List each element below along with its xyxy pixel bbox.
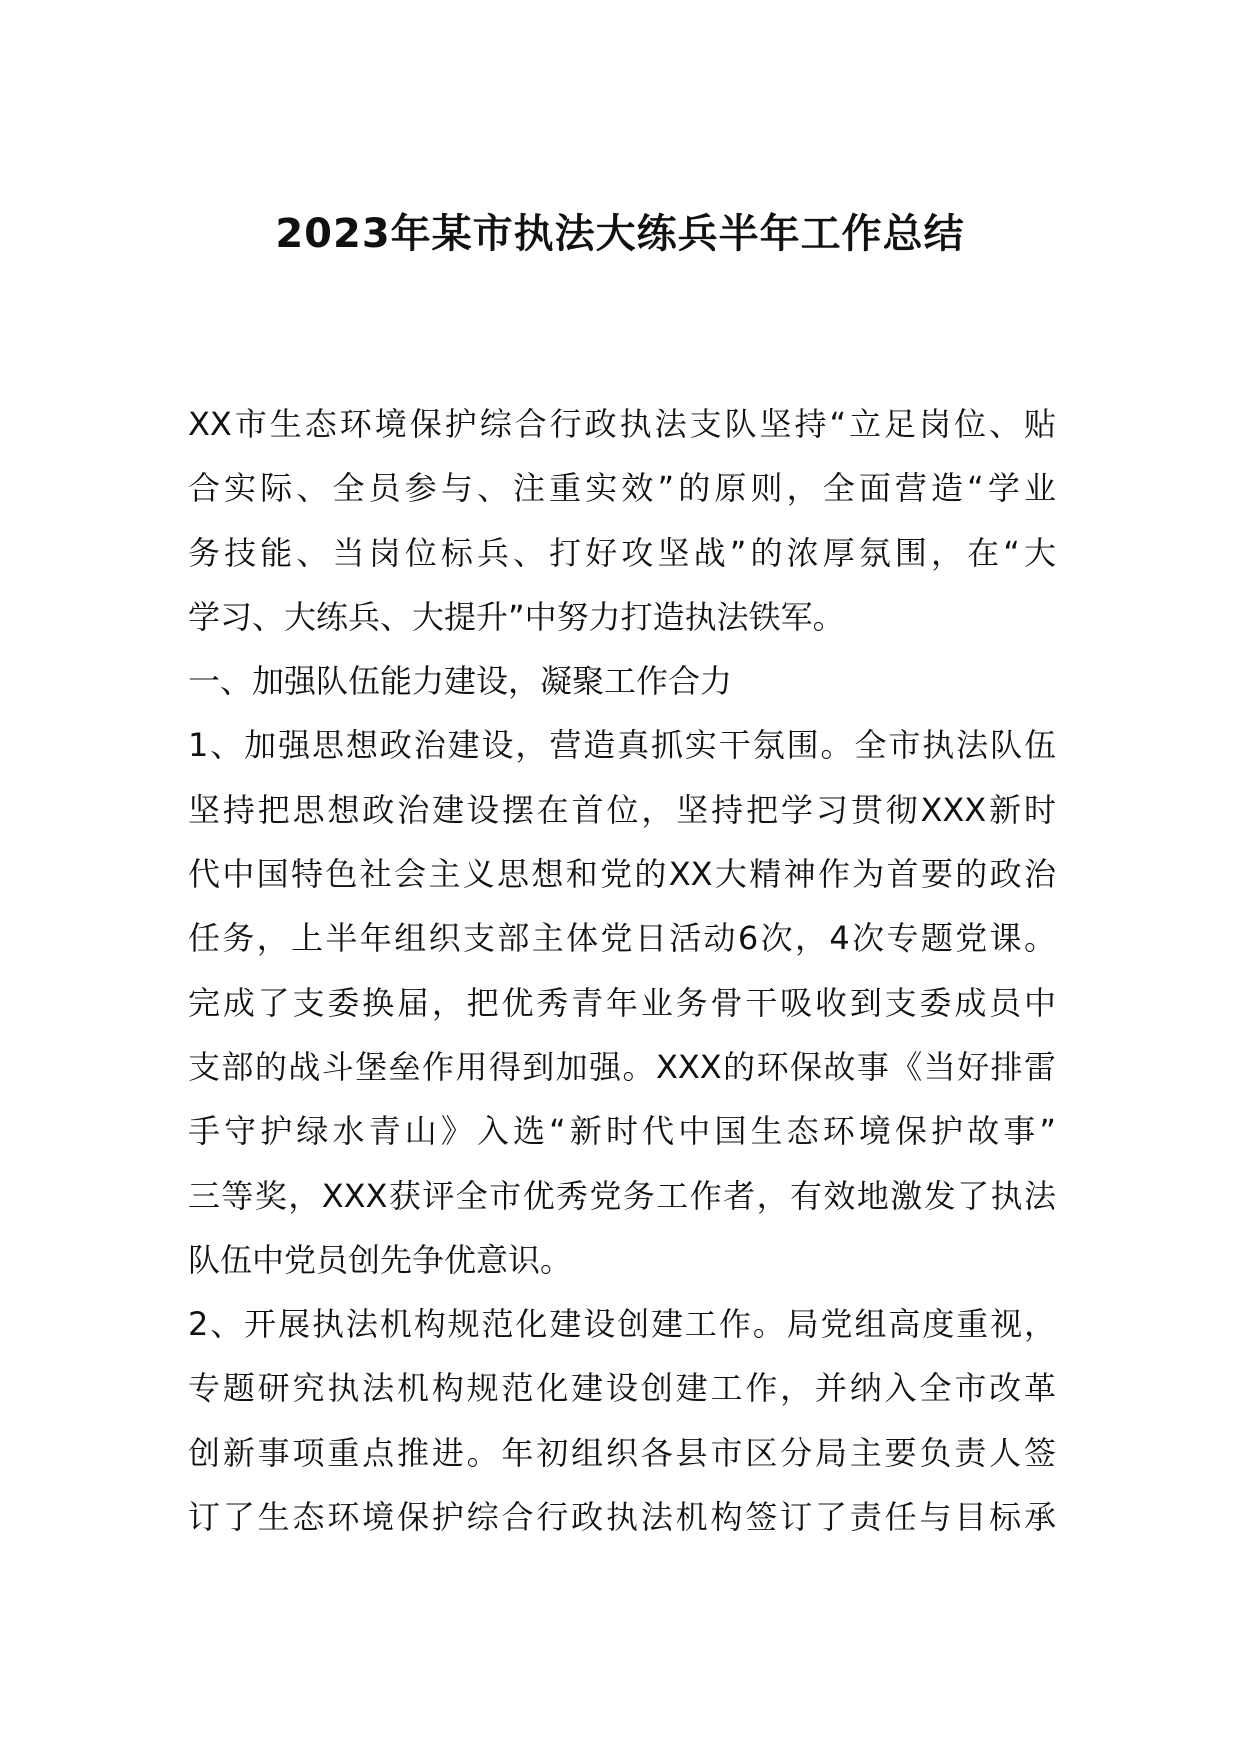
body-line: 支部的战斗堡垒作用得到加强。XXX的环保故事《当好排雷 bbox=[188, 1047, 1056, 1086]
body-line: 合实际、全员参与、注重实效”的原则，全面营造“学业 bbox=[188, 469, 1056, 508]
document-title: 2023年某市执法大练兵半年工作总结 bbox=[275, 211, 965, 257]
body-line: 完成了支委换届，把优秀青年业务骨干吸收到支委成员中 bbox=[188, 983, 1056, 1022]
body-line: 代中国特色社会主义思想和党的XX大精神作为首要的政治 bbox=[188, 855, 1056, 894]
section-heading: 一、加强队伍能力建设，凝聚工作合力 bbox=[188, 662, 733, 701]
body-line: 2、开展执法机构规范化建设创建工作。局党组高度重视， bbox=[188, 1305, 1056, 1344]
body-line: 手守护绿水青山》入选“新时代中国生态环境保护故事” bbox=[188, 1112, 1056, 1151]
body-line: 1、加强思想政治建设，营造真抓实干氛围。全市执法队伍 bbox=[188, 726, 1056, 765]
body-line: 创新事项重点推进。年初组织各县市区分局主要负责人签 bbox=[188, 1433, 1056, 1472]
body-line: 任务，上半年组织支部主体党日活动6次，4次专题党课。 bbox=[188, 919, 1056, 958]
body-line: 三等奖，XXX获评全市优秀党务工作者，有效地激发了执法 bbox=[188, 1176, 1056, 1215]
body-line: 坚持把思想政治建设摆在首位，坚持把学习贯彻XXX新时 bbox=[188, 790, 1056, 829]
body-line: 务技能、当岗位标兵、打好攻坚战”的浓厚氛围，在“大 bbox=[188, 533, 1056, 572]
body-line: 专题研究执法机构规范化建设创建工作，并纳入全市改革 bbox=[188, 1369, 1056, 1408]
body-line: 订了生态环境保护综合行政执法机构签订了责任与目标承 bbox=[188, 1498, 1056, 1537]
body-line: XX市生态环境保护综合行政执法支队坚持“立足岗位、贴 bbox=[188, 405, 1056, 443]
body-line: 学习、大练兵、大提升”中努力打造执法铁军。 bbox=[188, 597, 845, 636]
document-body bbox=[188, 392, 1056, 1549]
body-line: 队伍中党员创先争优意识。 bbox=[188, 1240, 573, 1279]
